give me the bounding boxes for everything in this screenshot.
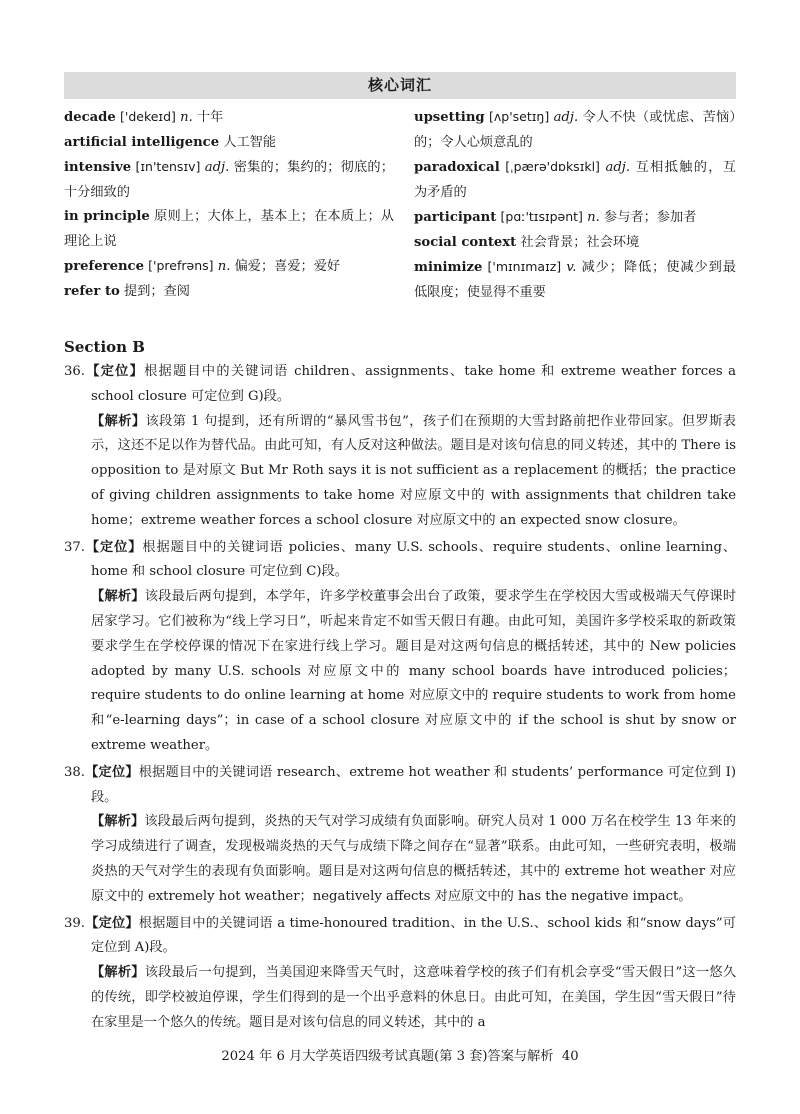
- vocab-pron: [ʌp'setɪŋ]: [489, 109, 550, 124]
- question-analysis: [64, 810, 736, 909]
- vocab-entry: [414, 231, 736, 256]
- vocab-pos: v.: [566, 260, 577, 275]
- vocab-entry: [414, 155, 736, 205]
- analysis-tag: 【解析】: [91, 814, 145, 830]
- vocab-entry: [414, 255, 736, 305]
- analysis-text: 该段最后两句提到，炎热的天气对学习成绩有负面影响。研究人员对 1 000 万名在校学生 13 年来的学习成绩进行了调查，发现极端炎热的天气与成绩下降之间存在“显著”联系。由此可知，一些研究表明，极端炎热的天气对学生的表现有负面影响。题目是对这两句信息的概括转述，其中的 extreme hot weather 对应原文中的 extremely hot weather；negatively affects 对应原文中的 has the negative impact。: [91, 814, 736, 904]
- vocab-pos: n.: [587, 210, 600, 225]
- locate-tag: 【定位】: [84, 364, 145, 379]
- vocab-term: intensive: [64, 160, 132, 175]
- analysis-tag: 【解析】: [91, 413, 146, 429]
- vocab-pron: ['dekeɪd]: [120, 109, 176, 124]
- vocab-header: 核心词汇: [64, 72, 736, 99]
- vocab-def: 偏爱；喜爱；爱好: [234, 259, 341, 274]
- question-number: 38.: [64, 764, 85, 780]
- locate-text: 根据题目中的关键词语 a time-honoured tradition、in the U.S.、school kids 和“snow days”可定位到 A)段。: [91, 915, 736, 956]
- analysis-tag: 【解析】: [91, 589, 145, 605]
- locate-text: 根据题目中的关键词语 policies、many U.S. schools、require students、online learning、home 和 school closure 可定位到 C)段。: [91, 539, 737, 580]
- vocab-pos: adj.: [553, 110, 579, 125]
- vocab-def: 原则上；大体上，基本上；在本质上；从理论上说: [64, 209, 394, 249]
- question-number: 39.: [64, 915, 85, 931]
- question-number: 37.: [64, 539, 85, 555]
- vocab-def: 社会背景；社会环境: [520, 234, 640, 250]
- analysis-text: 该段最后一句提到，当美国迎来降雪天气时，这意味着学校的孩子们有机会享受“雪天假日”这一悠久的传统，即学校被迫停课，学生们得到的是一个出乎意料的休息日。由此可知，在美国，学生因“雪天假日”待在家里是一个悠久的传统。题目是对该句信息的同义转述，其中的 a: [91, 965, 737, 1030]
- vocab-term: preference: [64, 259, 144, 274]
- question-item: [64, 761, 736, 910]
- vocab-term: upsetting: [414, 110, 485, 125]
- question-analysis: [64, 585, 736, 759]
- vocab-entry: [64, 254, 394, 280]
- vocab-term: artificial intelligence: [64, 134, 220, 150]
- vocab-def: 密集的；集约的；彻底的；十分细致的: [64, 160, 394, 200]
- vocab-pron: [ˌpærə'dɒksɪkl]: [505, 159, 600, 174]
- vocab-term: in principle: [64, 209, 150, 224]
- vocab-pron: ['mɪnɪmaɪz]: [487, 259, 562, 274]
- vocab-pron: [pɑː'tɪsɪpənt]: [500, 209, 583, 224]
- vocab-pos: adj.: [204, 160, 230, 175]
- vocab-entry: [414, 205, 736, 231]
- vocab-column-right: [414, 105, 736, 305]
- vocab-def: 令人不快（或忧虑、苦恼）的；令人心烦意乱的: [414, 110, 736, 150]
- vocab-term: minimize: [414, 260, 483, 275]
- vocab-def: 互相抵触的，互为矛盾的: [414, 160, 736, 200]
- question-locate: [64, 761, 736, 811]
- locate-tag: 【定位】: [84, 764, 139, 780]
- question-analysis: [64, 961, 736, 1035]
- vocab-entry: [64, 105, 394, 131]
- question-analysis: [64, 410, 736, 534]
- analysis-text: 该段第 1 句提到，还有所谓的“暴风雪书包”，孩子们在预期的大雪封路前把作业带回家。但罗斯表示，这还不足以作为替代品。由此可知，有人反对这种做法。题目是对该句信息的同义转述，其中的 There is opposition to 是对原文 But Mr Roth says it is not sufficient as a replacement 的概括；the practice of giving children assignments to take home 对应原文中的 with assignments that children take home；extreme weather forces a school closure 对应原文中的 an expected snow closure。: [91, 413, 736, 528]
- vocab-entry: [64, 205, 394, 254]
- vocab-term: refer to: [64, 283, 120, 299]
- vocab-entry: [64, 280, 394, 305]
- vocab-term: participant: [414, 210, 497, 225]
- vocab-def: 参与者；参加者: [604, 210, 697, 225]
- locate-text: 根据题目中的关键词语 research、extreme hot weather 和 students’ performance 可定位到 I)段。: [91, 764, 736, 805]
- vocab-pron: ['prefrəns]: [148, 258, 214, 273]
- vocab-column-left: [64, 105, 394, 305]
- page-number: 40: [561, 1049, 579, 1064]
- analysis-tag: 【解析】: [91, 965, 145, 981]
- vocab-def: 人工智能: [223, 134, 277, 150]
- locate-tag: 【定位】: [84, 539, 143, 555]
- vocab-entry: [414, 105, 736, 155]
- question-locate: [64, 912, 736, 962]
- question-item: [64, 360, 736, 534]
- vocab-list: [64, 105, 736, 305]
- question-locate: [64, 360, 736, 410]
- vocab-def: 提到；查阅: [124, 283, 190, 299]
- question-item: [64, 912, 736, 1036]
- vocab-pos: n.: [180, 110, 193, 125]
- vocab-pron: [ɪn'tensɪv]: [135, 159, 201, 174]
- vocab-def: 十年: [197, 110, 224, 125]
- vocab-entry: [64, 155, 394, 205]
- question-item: [64, 536, 736, 759]
- analysis-text: 该段最后两句提到，本学年，许多学校董事会出台了政策，要求学生在学校因大雪或极端天气停课时居家学习。它们被称为“线上学习日”，听起来肯定不如雪天假日有趣。由此可知，美国许多学校采取的新政策要求学生在学校停课的情况下在家进行线上学习。题目是对这两句信息的概括转述，其中的 New policies adopted by many U.S. schools 对应原文中的 many school boards have introduced policies；require students to do online learning at home 对应原文中的 require students to work from home 和“e-learning days”；in case of a school closure 对应原文中的 if the school is shut by snow or extreme weather。: [91, 589, 737, 753]
- vocab-entry: [64, 131, 394, 156]
- section-title: Section B: [64, 338, 145, 356]
- vocab-term: decade: [64, 110, 116, 125]
- page: [64, 72, 736, 1036]
- vocab-pos: adj.: [605, 160, 631, 175]
- vocab-pos: n.: [217, 259, 231, 274]
- question-locate: [64, 536, 736, 586]
- vocab-term: social context: [414, 234, 517, 250]
- page-footer: [0, 1047, 800, 1067]
- vocab-def: 减少；降低；使减少到最低限度；使显得不重要: [414, 260, 736, 300]
- locate-text: 根据题目中的关键词语 children、assignments、take home 和 extreme weather forces a school closure 可定位到 G)段。: [91, 364, 737, 404]
- footer-title: 2024 年 6 月大学英语四级考试真题(第 3 套)答案与解析: [221, 1049, 554, 1064]
- vocab-term: paradoxical: [414, 160, 500, 175]
- locate-tag: 【定位】: [84, 915, 139, 931]
- question-number: 36.: [64, 364, 85, 379]
